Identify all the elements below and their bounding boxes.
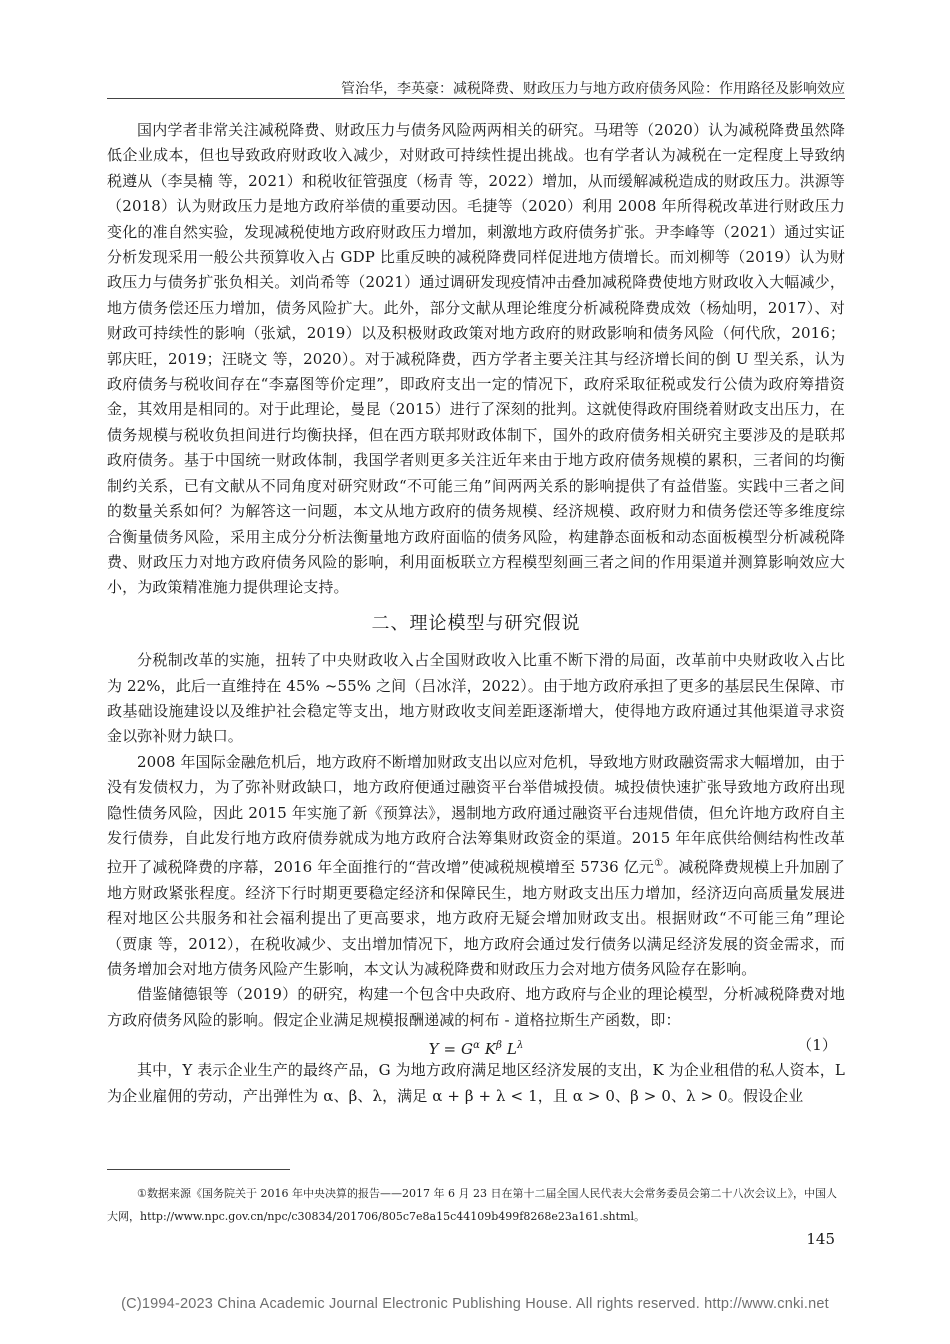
formula-g-exponent: α — [473, 1040, 480, 1052]
equation-1 — [107, 1033, 845, 1058]
formula-k: K — [479, 1040, 497, 1059]
paragraph-text-part: 2008 年国际金融危机后，地方政府不断增加财政支出以应对危机，导致地方财政融资需求大幅增加，由于没有发债权力，为了弥补财政缺口，地方政府便通过融资平台举借城投债。城投债快速扩张导致地方政府出现隐性债务风险，因此 2015 年实施了新《预算法》，遏制地方政府通过融资平台违规借债，但允许地方政府自主发行债券，自此发行地方政府债券就成为地方政府合法筹集财政资金的渠道。2015 年年底供给侧结构性改革拉开了减税降费的序幕，2016 年全面推行的“营改增”使减税规模增至 5736 亿元 — [107, 752, 845, 877]
formula-l: L — [502, 1040, 517, 1059]
copyright-line: (C)1994-2023 China Academic Journal Electronic Publishing House. All rights reserved. http://www.cnki.net — [121, 1296, 829, 1312]
paragraph-tax-reform: 分税制改革的实施，扭转了中央财政收入占全国财政收入比重不断下滑的局面，改革前中央财政收入占比为 22%，此后一直维持在 45% ~55% 之间（吕冰洋，2022）。由于地方政府承担了更多的基层民生保障、市政基础设施建设以及维护社会稳定等支出，地方财政收支间差距逐渐增大，使得地方政府通过其他渠道寻求资金以弥补财力缺口。 — [107, 651, 845, 746]
footnote-rule — [107, 1169, 290, 1170]
equation-number: （1） — [797, 1036, 837, 1055]
footnote-mark: ① — [137, 1187, 147, 1200]
paragraph-text-part: 。减税降费规模上升加剧了地方财政紧张程度。经济下行时期更要稳定经济和保障民生，地方财政支出压力增加，经济迈向高质量发展进程对地区公共服务和社会福利提出了更高要求，地方政府无疑会增加财政支出。根据财政“不可能三角”理论（贾康 等，2012），在税收减少、支出增加情况下，地方政府会通过发行债务以满足经济发展的资金需求，而债务增加会对地方债务风险产生影响，本文认为减税降费和财政压力会对地方债务风险存在影响。 — [107, 858, 845, 978]
header-rule — [107, 98, 845, 99]
section-heading: 二、理论模型与研究假说 — [371, 612, 581, 634]
paragraph-model-variables: 其中，Y 表示企业生产的最终产品，G 为地方政府满足地区经济发展的支出，K 为企业租借的私人资本，L 为企业雇佣的劳动，产出弹性为 α、β、λ，满足 α + β + λ < 1，且 α > 0、β > 0、λ > 0。假设企业 — [107, 1061, 845, 1105]
footnote-text: 数据来源《国务院关于 2016 年中央决算的报告——2017 年 6 月 23 日在第十二届全国人民代表大会常务委员会第二十八次会议上》，中国人大网，http://www.npc.gov.cn/npc/c30834/201706/805c7e8a15c44109b499f8268e23a161.shtml。 — [107, 1187, 837, 1223]
formula-lhs: Y — [428, 1040, 439, 1059]
formula-l-exponent: λ — [516, 1040, 524, 1052]
article-body — [107, 118, 845, 1109]
paragraph-model-intro: 借鉴储德银等（2019）的研究，构建一个包含中央政府、地方政府与企业的理论模型，分析减税降费对地方政府债务风险的影响。假定企业满足规模报酬递减的柯布 - 道格拉斯生产函数，即： — [107, 985, 845, 1029]
formula-equals: = — [438, 1040, 461, 1059]
paragraph-financial-crisis — [107, 750, 845, 983]
cobb-douglas-formula — [107, 1033, 845, 1062]
running-head: 管治华，李英豪：减税降费、财政压力与地方政府债务风险：作用路径及影响效应 — [341, 81, 845, 97]
footnote — [107, 1182, 845, 1228]
footnote-reference[interactable]: ① — [654, 858, 664, 870]
formula-g: G — [461, 1040, 474, 1059]
page-number: 145 — [806, 1230, 835, 1248]
formula-k-exponent: β — [496, 1040, 503, 1052]
paragraph-literature-review: 国内学者非常关注减税降费、财政压力与债务风险两两相关的研究。马珺等（2020）认为减税降费虽然降低企业成本，但也导致政府财政收入减少，对财政可持续性提出挑战。也有学者认为减税在一定程度上导致纳税遵从（李昊楠 等，2021）和税收征管强度（杨青 等，2022）增加，从而缓解减税造成的财政压力。洪源等（2018）认为财政压力是地方政府举债的重要动因。毛捷等（2020）利用 2008 年所得税改革进行财政压力变化的准自然实验，发现减税使地方政府财政压力增加，刺激地方政府债务扩张。尹李峰等（2021）通过实证分析发现采用一般公共预算收入占 GDP 比重反映的减税降费同样促进地方债增长。而刘柳等（2019）认为财政压力与债务扩张负相关。刘尚希等（2021）通过调研发现疫情冲击叠加减税降费使地方财政收入大幅减少，地方债务偿还压力增加，债务风险扩大。此外，部分文献从理论维度分析减税降费成效（杨灿明，2017）、对财政可持续性的影响（张斌，2019）以及积极财政政策对地方政府的财政影响和债务风险（何代欣，2016；郭庆旺，2019；汪晓文 等，2020）。对于减税降费，西方学者主要关注其与经济增长间的倒 U 型关系，认为政府债务与税收间存在“李嘉图等价定理”，即政府支出一定的情况下，政府采取征税或发行公债为政府筹措资金，其效用是相同的。对于此理论，曼昆（2015）进行了深刻的批判。这就使得政府围绕着财政支出压力，在债务规模与税收负担间进行均衡抉择，但在西方联邦财政体制下，国外的政府债务相关研究主要涉及的是联邦政府债务。基于中国统一财政体制，我国学者则更多关注近年来由于地方政府债务规模的累积，三者间的均衡制约关系，已有文献从不同角度对研究财政“不可能三角”间两两关系的影响提供了有益借鉴。实践中三者之间的数量关系如何？为解答这一问题，本文从地方政府的债务规模、经济规模、政府财力和债务偿还等多维度综合衡量债务风险，采用主成分分析法衡量地方政府面临的债务风险，构建静态面板和动态面板模型分析减税降费、财政压力对地方政府债务风险的影响，利用面板联立方程模型刻画三者之间的作用渠道并测算影响效应大小，为政策精准施力提供理论支持。 — [107, 121, 845, 597]
